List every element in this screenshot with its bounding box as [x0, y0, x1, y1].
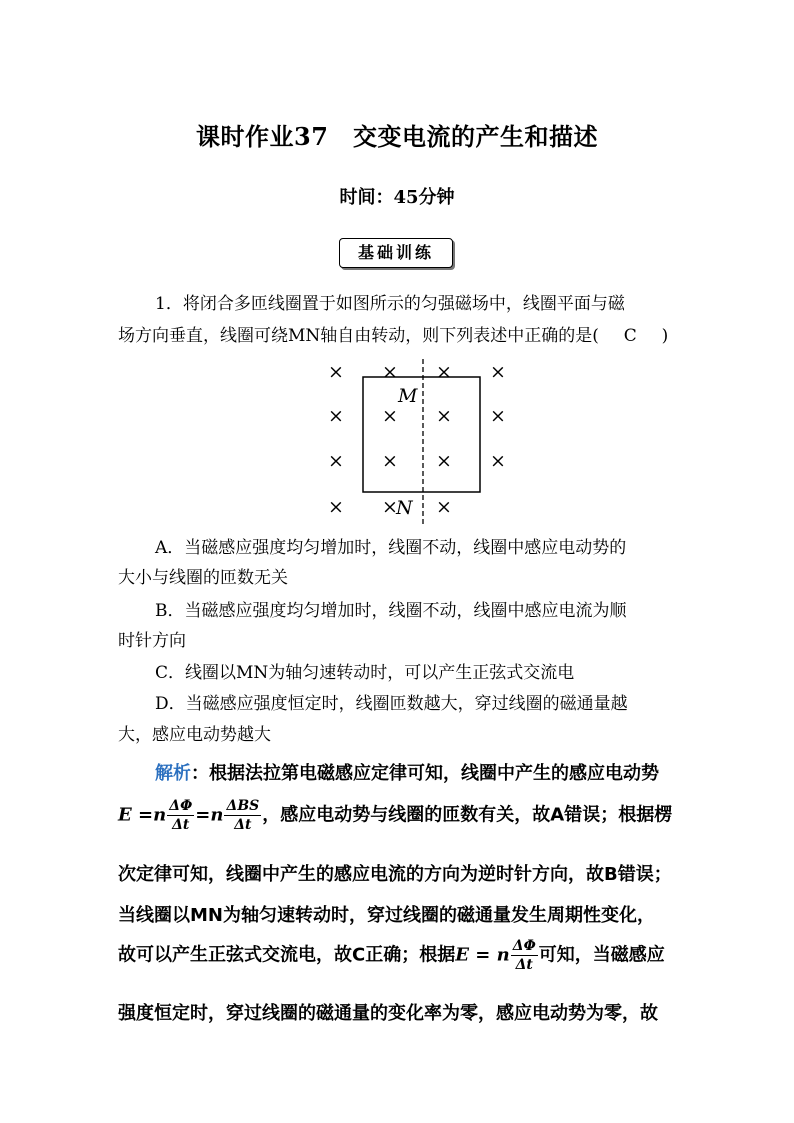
question-close-paren: ) [661, 326, 669, 346]
explanation-label: 解析 [155, 763, 191, 784]
field-cross: × [328, 496, 344, 518]
field-cross: × [436, 450, 452, 472]
formula-e: E [118, 804, 132, 826]
field-cross: × [328, 405, 344, 427]
option-b-line1: B．当磁感应强度均匀增加时，线圈不动，线圈中感应电流为顺 [155, 601, 627, 621]
formula-n: n [496, 944, 510, 966]
explanation-line6: 强度恒定时，穿过线圈的磁通量的变化率为零，感应电动势为零，故 [118, 1003, 658, 1024]
fraction-denominator: Δt [172, 817, 190, 833]
label-n: N [396, 497, 413, 519]
field-cross: × [436, 361, 452, 383]
field-cross: × [382, 496, 398, 518]
option-c-line1: C．线圈以MN为轴匀速转动时，可以产生正弦式交流电 [155, 663, 575, 683]
explanation-text: 可知，当磁感应 [538, 944, 665, 966]
time-label: 时间：45分钟 [339, 187, 455, 208]
option-a-line1: A．当磁感应强度均匀增加时，线圈不动，线圈中感应电动势的 [155, 538, 627, 558]
option-b-line2: 时针方向 [118, 631, 186, 651]
field-cross: × [436, 405, 452, 427]
page-title: 课时作业37 交变电流的产生和描述 [196, 122, 598, 151]
fraction-denominator: Δt [515, 957, 533, 973]
explanation-line3: 次定律可知，线圈中产生的感应电流的方向为逆时针方向，故B错误； [118, 864, 672, 885]
label-m: M [398, 385, 418, 407]
explanation-text: 故可以产生正弦式交流电，故C正确；根据 [118, 944, 456, 966]
section-badge: 基础训练 [339, 238, 453, 268]
fraction-flux [511, 937, 538, 974]
formula-eq: = [195, 804, 211, 826]
fraction-numerator: ΔΦ [512, 938, 536, 954]
explanation-line2 [118, 797, 672, 834]
field-cross: × [436, 496, 452, 518]
formula-n: n [210, 804, 224, 826]
fraction-denominator: Δt [234, 817, 252, 833]
question-answer: C [623, 326, 637, 346]
field-cross: × [382, 361, 398, 383]
field-cross: × [382, 405, 398, 427]
formula-e: E [455, 944, 469, 966]
formula-eq: = [138, 804, 154, 826]
explanation-line4: 当线圈以MN为轴匀速转动时，穿过线圈的磁通量发生周期性变化， [118, 905, 655, 926]
field-cross: × [328, 450, 344, 472]
fraction-bs [224, 797, 261, 834]
field-cross: × [490, 405, 506, 427]
formula-n: n [153, 804, 167, 826]
option-d-line2: 大，感应电动势越大 [118, 725, 271, 745]
question-stem-line1: 1．将闭合多匝线圈置于如图所示的匀强磁场中，线圈平面与磁 [155, 294, 625, 314]
magnetic-field-figure [320, 357, 520, 527]
question-stem-line2 [118, 324, 668, 348]
field-cross: × [382, 450, 398, 472]
fraction-numerator: ΔΦ [169, 798, 193, 814]
fraction-numerator: ΔBS [226, 798, 260, 814]
explanation-text: ：根据法拉第电磁感应定律可知，线圈中产生的感应电动势 [191, 763, 659, 784]
fraction-flux [167, 797, 194, 834]
question-stem-text: 场方向垂直，线圈可绕MN轴自由转动，则下列表述中正确的是( [118, 326, 599, 346]
field-cross: × [328, 361, 344, 383]
explanation-line1 [155, 759, 659, 785]
option-d-line1: D．当磁感应强度恒定时，线圈匝数越大，穿过线圈的磁通量越 [155, 694, 628, 714]
explanation-text: ，感应电动势与线圈的匝数有关，故A错误；根据楞 [262, 804, 673, 826]
field-cross: × [490, 361, 506, 383]
explanation-line5 [118, 937, 665, 974]
formula-eq: = [475, 944, 491, 966]
option-a-line2: 大小与线圈的匝数无关 [118, 568, 288, 588]
coil-rectangle [363, 377, 480, 492]
field-cross: × [490, 450, 506, 472]
